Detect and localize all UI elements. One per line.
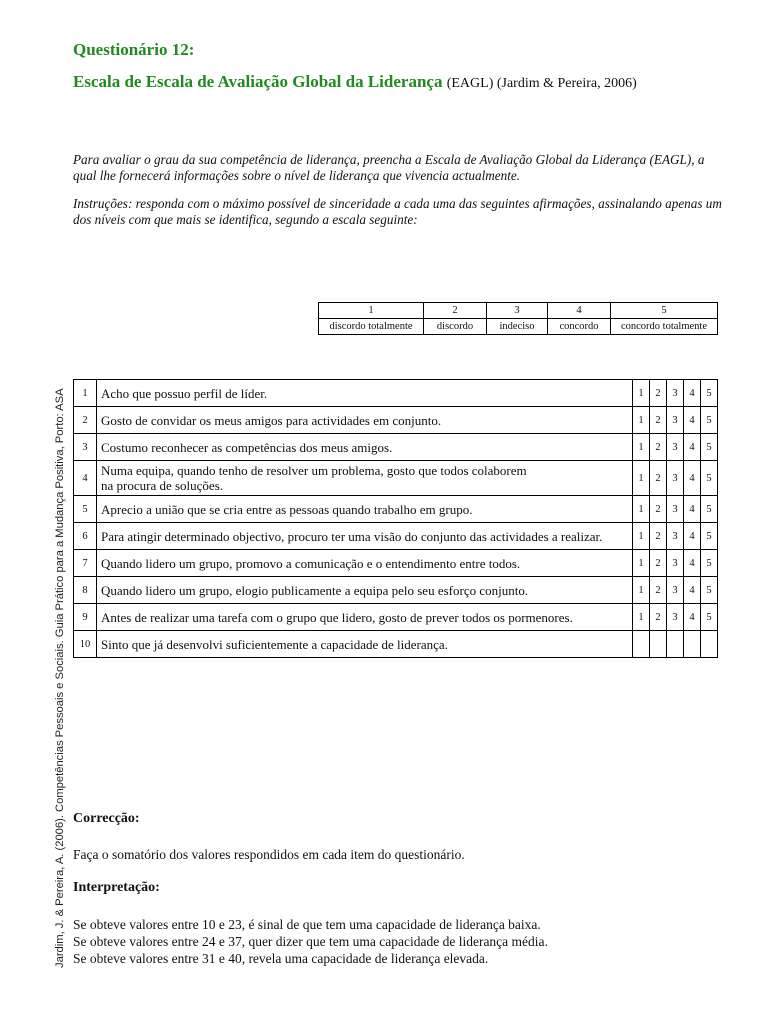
item-statement <box>97 604 633 631</box>
item-statement-text: Quando lidero um grupo, elogio publicamente a equipa pelo seu esforço conjunto. <box>101 582 529 598</box>
rating-option[interactable] <box>684 631 701 658</box>
item-statement-text: Gosto de convidar os meus amigos para actividades em conjunto. <box>101 412 442 428</box>
item-statement-text: Sinto que já desenvolvi suficientemente a capacidade de liderança. <box>101 636 448 652</box>
table-row <box>74 434 718 461</box>
rating-option[interactable]: 3 <box>667 577 684 604</box>
table-row <box>74 604 718 631</box>
interpretation-line: Se obteve valores entre 10 e 23, é sinal de que tem uma capacidade de liderança baixa. <box>73 917 541 932</box>
rating-option[interactable]: 1 <box>633 496 650 523</box>
rating-option[interactable]: 5 <box>701 434 718 461</box>
item-statement-text: Acho que possuo perfil de líder. <box>101 385 268 401</box>
table-row <box>74 550 718 577</box>
subtitle-main: Escala de Escala de Avaliação Global da Liderança <box>73 72 443 91</box>
table-row <box>74 523 718 550</box>
rating-option[interactable]: 4 <box>684 604 701 631</box>
scale-label: discordo <box>424 319 487 335</box>
rating-option[interactable] <box>701 631 718 658</box>
table-row <box>74 407 718 434</box>
item-number: 7 <box>74 550 97 577</box>
rating-option[interactable]: 1 <box>633 461 650 496</box>
scale-number: 4 <box>548 303 611 319</box>
rating-option[interactable]: 1 <box>633 550 650 577</box>
rating-option[interactable]: 4 <box>684 380 701 407</box>
intro-paragraph: Para avaliar o grau da sua competência de liderança, preencha a Escala de Avaliação Global da Liderança (EAGL), a qual lhe fornecerá informações sobre o nível de liderança que vivencia actualmente. <box>73 152 705 183</box>
rating-option[interactable]: 5 <box>701 407 718 434</box>
rating-option[interactable]: 3 <box>667 380 684 407</box>
item-number: 2 <box>74 407 97 434</box>
rating-option[interactable]: 1 <box>633 434 650 461</box>
table-row <box>74 380 718 407</box>
interpretation-line: Se obteve valores entre 24 e 37, quer dizer que tem uma capacidade de liderança média. <box>73 934 548 949</box>
rating-option[interactable]: 5 <box>701 604 718 631</box>
item-statement-text: Aprecio a união que se cria entre as pessoas quando trabalho em grupo. <box>101 501 473 517</box>
rating-option[interactable]: 4 <box>684 550 701 577</box>
item-statement <box>97 523 633 550</box>
item-statement <box>97 407 633 434</box>
scale-number: 5 <box>611 303 718 319</box>
item-number: 10 <box>74 631 97 658</box>
rating-option[interactable]: 2 <box>650 407 667 434</box>
rating-option[interactable] <box>633 631 650 658</box>
rating-option[interactable]: 5 <box>701 496 718 523</box>
item-number: 6 <box>74 523 97 550</box>
interpretation-heading: Interpretação: <box>73 880 160 895</box>
item-statement <box>97 550 633 577</box>
item-statement-text: Para atingir determinado objectivo, procuro ter uma visão do conjunto das actividades a realizar. <box>101 528 603 544</box>
item-statement <box>97 461 633 496</box>
rating-option[interactable]: 3 <box>667 461 684 496</box>
rating-option[interactable] <box>650 631 667 658</box>
item-number: 4 <box>74 461 97 496</box>
item-statement <box>97 496 633 523</box>
rating-option[interactable]: 3 <box>667 523 684 550</box>
sidebar-citation: Jardim, J. & Pereira, A. (2006). Competências Pessoais e Sociais. Guia Prático para a Mudança Positiva, Porto: ASA <box>54 388 66 968</box>
questionnaire-subtitle <box>73 72 637 92</box>
rating-option[interactable]: 4 <box>684 523 701 550</box>
item-number: 5 <box>74 496 97 523</box>
scale-label: discordo totalmente <box>319 319 424 335</box>
table-row <box>74 631 718 658</box>
scale-numbers-row <box>319 303 718 319</box>
interpretation-line: Se obteve valores entre 31 e 40, revela uma capacidade de liderança elevada. <box>73 951 489 966</box>
scale-table <box>318 302 718 335</box>
rating-option[interactable]: 1 <box>633 523 650 550</box>
scale-label: concordo totalmente <box>611 319 718 335</box>
item-statement-text: Costumo reconhecer as competências dos meus amigos. <box>101 439 393 455</box>
page-title: Questionário 12: <box>73 40 195 59</box>
rating-option[interactable]: 1 <box>633 577 650 604</box>
rating-option[interactable]: 4 <box>684 461 701 496</box>
rating-option[interactable]: 3 <box>667 434 684 461</box>
item-statement-text: Antes de realizar uma tarefa com o grupo que lidero, gosto de prever todos os pormenores. <box>101 609 573 625</box>
rating-option[interactable]: 3 <box>667 496 684 523</box>
item-statement-text: Quando lidero um grupo, promovo a comunicação e o entendimento entre todos. <box>101 555 521 571</box>
rating-option[interactable]: 3 <box>667 407 684 434</box>
rating-option[interactable]: 2 <box>650 496 667 523</box>
rating-option[interactable]: 2 <box>650 380 667 407</box>
scale-label: concordo <box>548 319 611 335</box>
item-statement-text: na procura de soluções. <box>101 478 224 493</box>
item-number: 3 <box>74 434 97 461</box>
scale-number: 3 <box>487 303 548 319</box>
rating-option[interactable]: 1 <box>633 407 650 434</box>
rating-option[interactable]: 5 <box>701 523 718 550</box>
items-table <box>73 379 718 658</box>
item-number: 1 <box>74 380 97 407</box>
table-row <box>74 577 718 604</box>
instructions-paragraph: Instruções: responda com o máximo possível de sinceridade a cada uma das seguintes afirmações, assinalando apenas um dos níveis com que mais se identifica, segundo a escala seguinte: <box>73 196 722 227</box>
item-statement-text: Numa equipa, quando tenho de resolver um problema, gosto que todos colaborem <box>101 463 527 478</box>
item-number: 8 <box>74 577 97 604</box>
scale-label: indeciso <box>487 319 548 335</box>
item-number: 9 <box>74 604 97 631</box>
rating-option[interactable]: 5 <box>701 550 718 577</box>
rating-option[interactable]: 4 <box>684 407 701 434</box>
rating-option[interactable]: 2 <box>650 550 667 577</box>
scale-number: 1 <box>319 303 424 319</box>
item-statement <box>97 434 633 461</box>
rating-option[interactable]: 1 <box>633 604 650 631</box>
item-statement <box>97 577 633 604</box>
rating-option[interactable]: 5 <box>701 380 718 407</box>
rating-option[interactable]: 2 <box>650 577 667 604</box>
rating-option[interactable]: 2 <box>650 434 667 461</box>
scale-number: 2 <box>424 303 487 319</box>
rating-option[interactable]: 4 <box>684 434 701 461</box>
table-row <box>74 461 718 496</box>
rating-option[interactable]: 2 <box>650 461 667 496</box>
rating-option[interactable]: 3 <box>667 604 684 631</box>
rating-option[interactable] <box>667 631 684 658</box>
correction-text: Faça o somatório dos valores respondidos em cada item do questionário. <box>73 847 465 862</box>
rating-option[interactable]: 5 <box>701 577 718 604</box>
rating-option[interactable]: 2 <box>650 523 667 550</box>
correction-heading: Correcção: <box>73 811 140 826</box>
rating-option[interactable]: 3 <box>667 550 684 577</box>
item-statement <box>97 631 633 658</box>
scale-labels-row <box>319 319 718 335</box>
rating-option[interactable]: 5 <box>701 461 718 496</box>
rating-option[interactable]: 4 <box>684 577 701 604</box>
item-statement <box>97 380 633 407</box>
rating-option[interactable]: 2 <box>650 604 667 631</box>
rating-option[interactable]: 1 <box>633 380 650 407</box>
rating-option[interactable]: 4 <box>684 496 701 523</box>
table-row <box>74 496 718 523</box>
subtitle-reference: (EAGL) (Jardim & Pereira, 2006) <box>446 76 637 91</box>
